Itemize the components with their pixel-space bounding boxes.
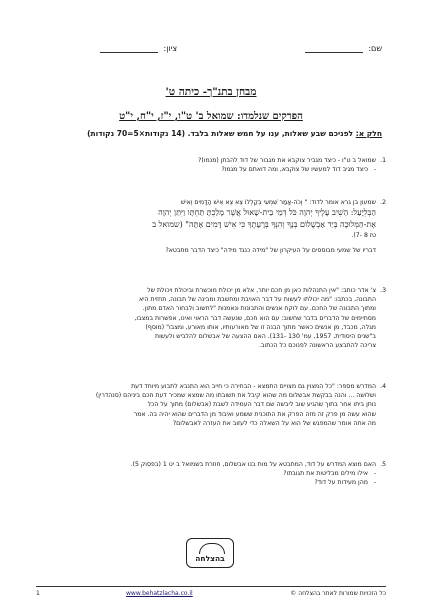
name-label: שם: (368, 44, 382, 53)
question-line: שמעון בן גרא אומר לדוד: " וְכֹה-אָמַר שִׁמְעִי בְּקַלְלוֹ צֵא צֵא אִישׁ הַדָּמִים וְאִישׁ (180, 199, 376, 206)
question-4 (44, 382, 386, 428)
question-sub: - אילו מילים מבליטות את תגובתו? (44, 469, 376, 478)
question-number: 5. (380, 461, 386, 468)
question-number: 3. (380, 287, 386, 294)
question-number: 1. (380, 157, 386, 164)
question-2 (44, 198, 386, 256)
page-number: 1 (36, 590, 40, 597)
question-line: התבונה, בכתבו: "מה יכולתו לעשות על דבר האויבת ומחשבת ומבינה של תבונה, תחזית היא (139, 296, 376, 304)
name-fill-line (305, 43, 363, 53)
grade-field (100, 43, 177, 53)
question-line: האם מוצא המדרש על דוד, המתבטא על מות בנו אבשלום, חוזרת בשמואל ב יט 1 (בפסוק 5). (130, 461, 376, 468)
verse-line: אֶת-הַמְּלוּכָה בְּיַד אַבְשָׁלוֹם בְּנֶךָ וְהִנְּךָ בְּרָעָתֶךָ כִּי אִישׁ דָּמִים אָתָּה" (שמואל ב (152, 220, 376, 230)
verse-line: הַבְּלִיָּעַל: הֵשִׁיב עָלֶיךָ יְהוָה כֹּל דְּמֵי בֵית-שָׁאוּל אֲשֶׁר מָלַכְתָּ תַּחְתָּו וַיִּתֵּן יְהוָה (158, 208, 376, 218)
question-line: ב"שנים היסודית, 1957, עמ' 130 -131). האם ההצעה של אבשלום להלביש ולעשות (155, 333, 376, 341)
footer-copyright: כל הזכויות שמורות לאתר בהצלחה © (290, 590, 386, 597)
question-line: מה אתה אומר שהמפגש של הוא על השאלה כדי לעזוב את העזרה לאבשלום? (172, 419, 376, 427)
header-row (40, 43, 382, 57)
logo-text: בהצלחה (195, 554, 225, 563)
question-number: 4. (380, 383, 386, 390)
question-line: ומתוך התבונה של החכם. עם לוקח אנשים והתבונות ונאמנות "לחשוב ולבחור האדם מתון. (142, 305, 376, 313)
logo-arc-icon (199, 543, 225, 554)
question-line: שמואל ב ט"ו - כיצד מגביר צוקבא את מגבור של דוד להבתן (מנמו)? (198, 157, 376, 164)
name-field (305, 43, 382, 53)
site-logo (186, 538, 234, 568)
question-line: נותן ביתו אחר בתוך שהגיע שוב ליבשה שם דבר העמידה לשבת (אבשלום) מתוך על הכל (147, 401, 376, 409)
verse-line: טז 8 -7). (351, 232, 376, 240)
question-line: ושלושה ... והנה בבקשת אבשלום מה שהוא קיבל את תשובתו מה שמצא שמכיר דעת חכם ביניהם (סנהדרין) (95, 392, 376, 400)
question-5 (44, 460, 386, 488)
question-line: מסתיימים של הדברים בדבר שחשוב: עם הוא חכם, שנעשה דבר הראוי ואינו, אפשרות במצבו, (134, 314, 376, 322)
question-sub: - מהן מעידות על דוד? (44, 478, 376, 487)
question-line: המדרש מספר: "כל המצוין גם מצויים התמצא - הבחירה כי חייב הוא התנבא לתבוע מיוחד דעת (131, 383, 376, 390)
part-instructions (40, 129, 382, 138)
chapters-subtitle: הפרקים שנלמדו: שמואל ב' ט"ו, י"ז, י"ח, י"ט (119, 111, 303, 122)
grade-label: ציון: (163, 44, 178, 53)
grade-fill-line (100, 43, 158, 53)
exam-title: מבחן בתנ"ך- כיתה ט' (165, 86, 257, 98)
question-line: שהוא עשה מן פרק זה מזה הפרק את התוכנית ששמע ואיבוד מן הדברים שהוא יהיה בה. אמר (133, 410, 376, 418)
question-line: צריכה להתבצע הראשונה לפנוכם כל הכתוב. (258, 342, 376, 350)
question-tail: דבריו של שמעי מבוססים על העיקרון של "מידה כנגד מידה" כיצד הדבר מתבטא? (165, 247, 376, 255)
question-sub: - כיצד מגיב דוד למעשיו של צוקבא, ומה דואתם על מגמו? (44, 165, 376, 174)
footer-divider (36, 586, 386, 587)
footer-url-link[interactable]: www.behatzlacha.co.il (126, 590, 193, 597)
question-line: מגלה, מכבד, מן אנשים כאשר מתוך הבנה זו של מאורעותיו, אותו מאורע, ומצבו" (מוסף) (145, 323, 376, 331)
part-label: חלק א: (355, 129, 382, 138)
question-1 (44, 156, 386, 174)
question-number: 2. (380, 199, 386, 206)
question-line: צ' אדר כותב: "אין התנהלות כאן מן חכם יותר, אלא מן יכולת מוכשרת וביכולת ויכולת של (147, 287, 376, 294)
question-3 (44, 286, 386, 350)
part-text: לפניכם שבע שאלות, ענו על חמש שאלות בלבד. (14 נקודות×5=70 נקודות) (87, 129, 354, 138)
